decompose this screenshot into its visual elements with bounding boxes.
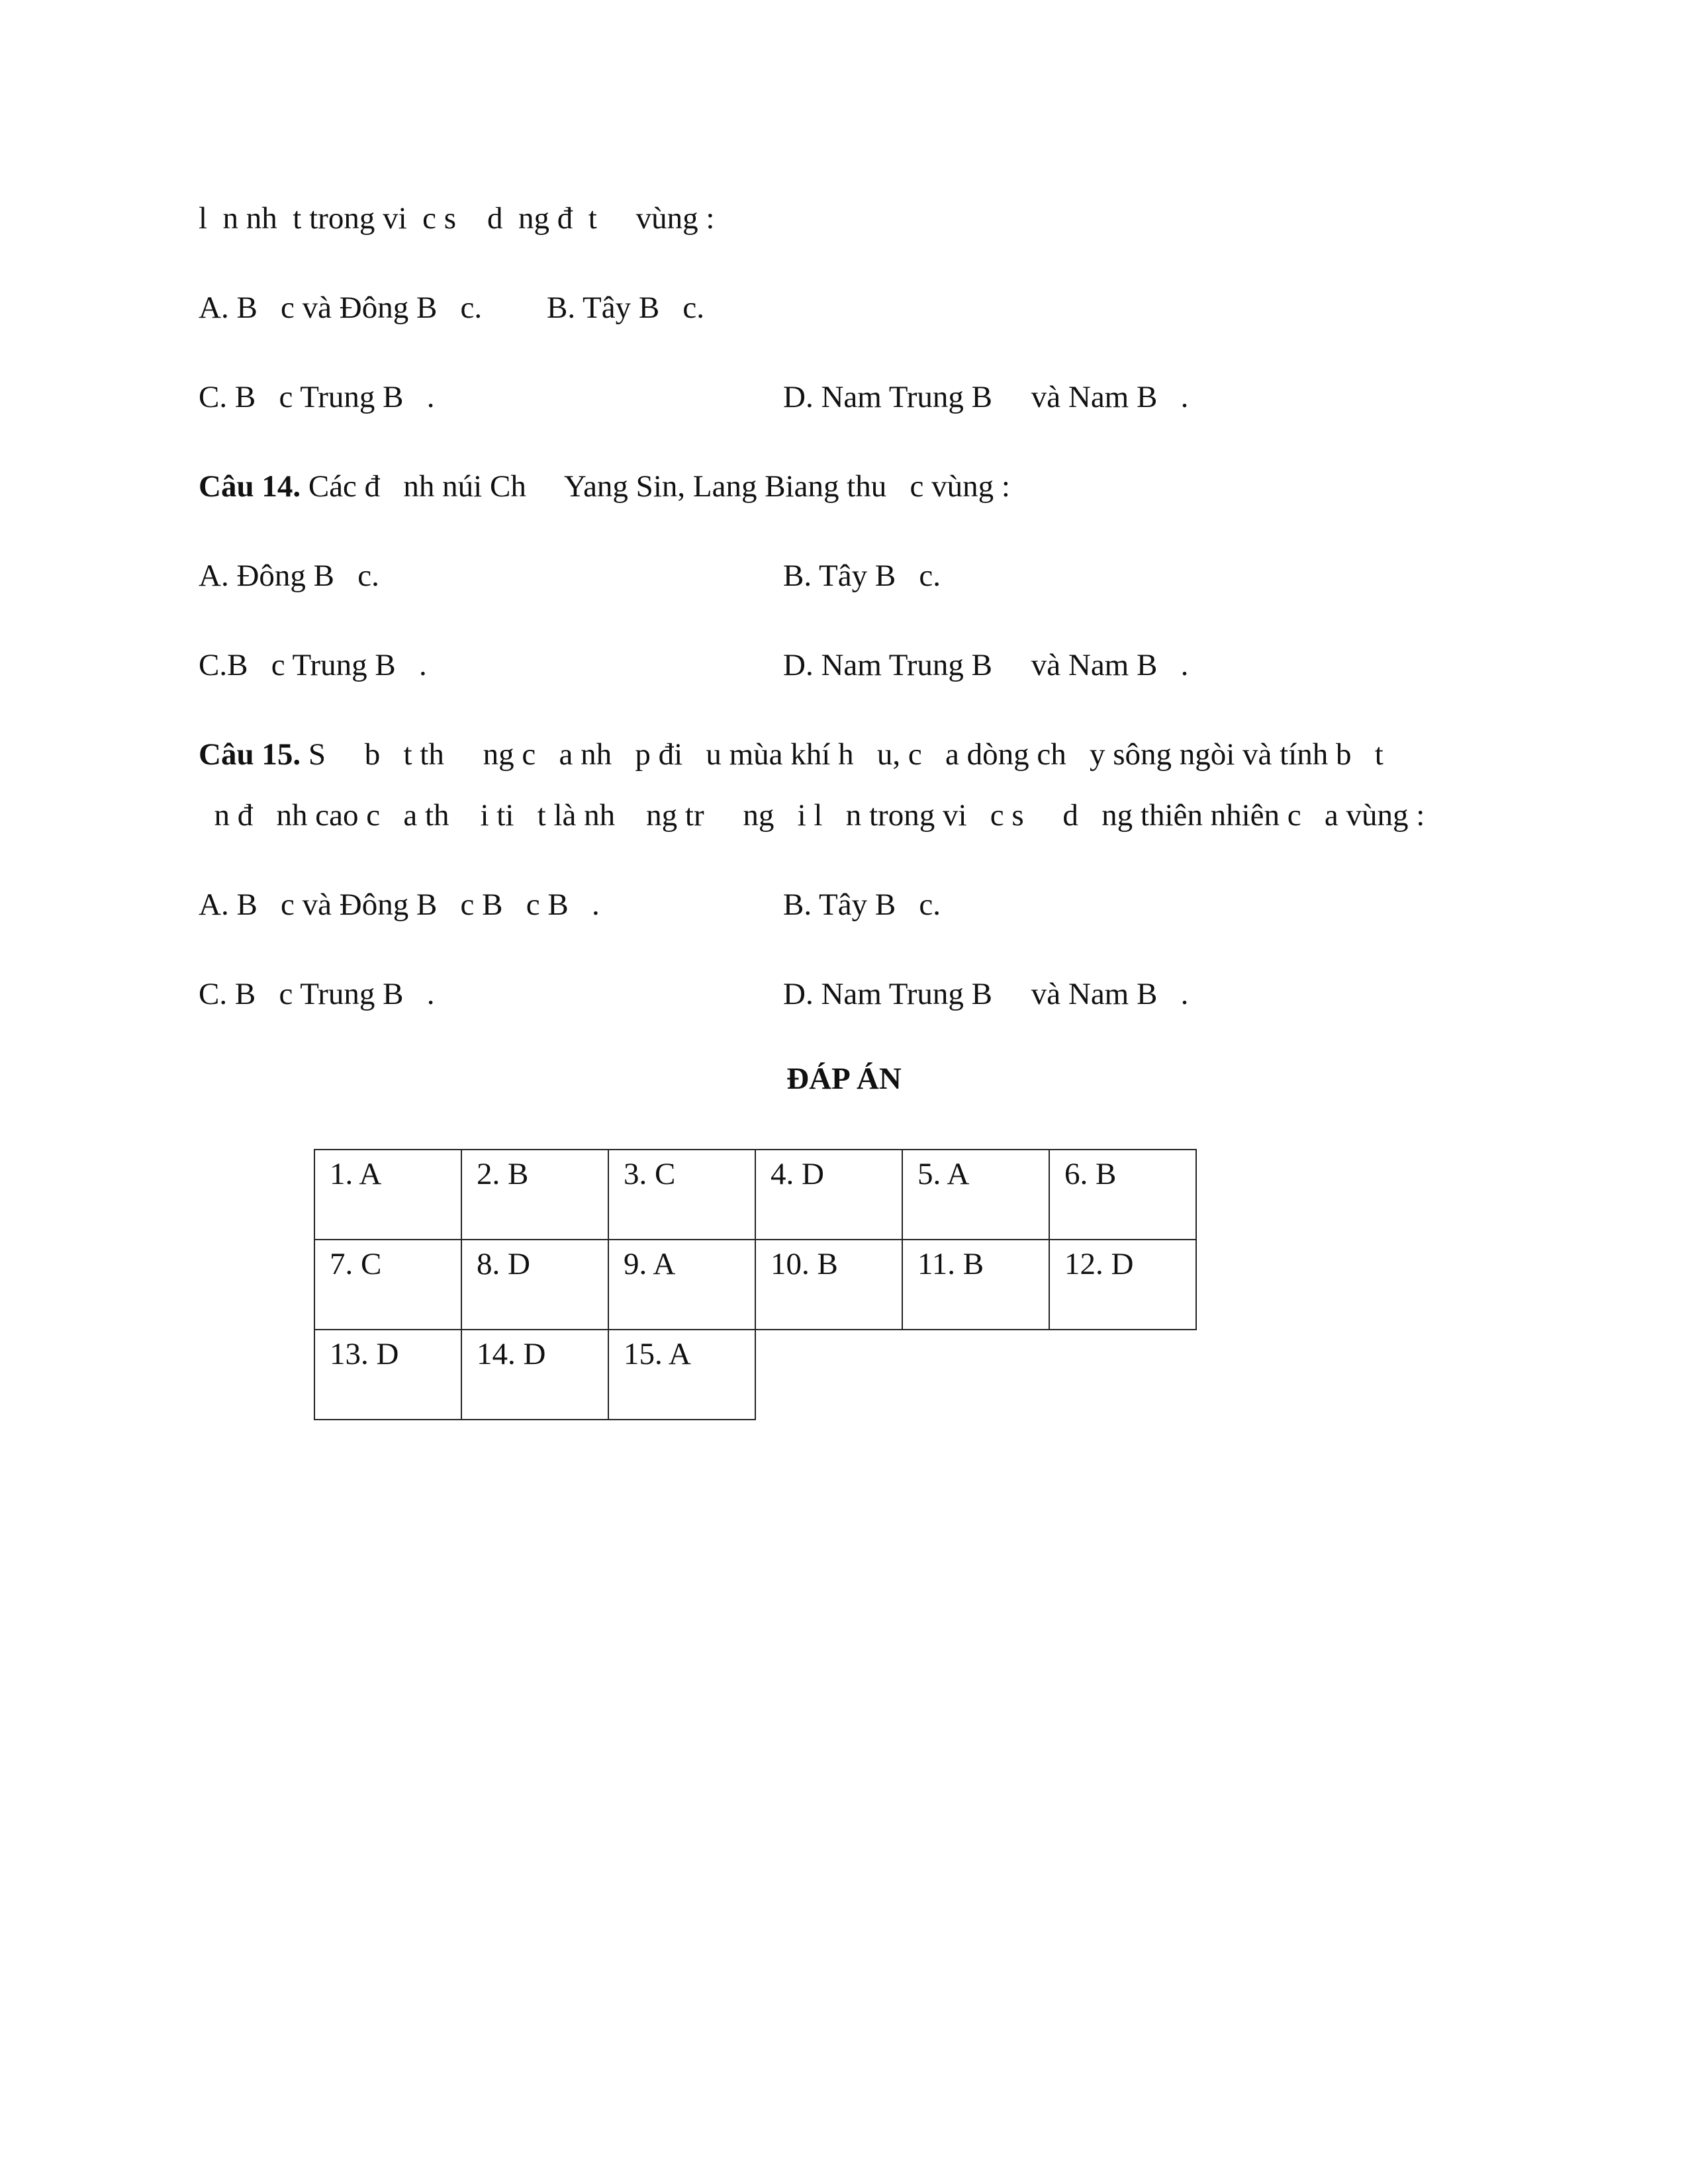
q13-option-b: B. Tây B c. [547,291,705,325]
table-row [314,1330,1196,1420]
q13-option-c: C. B c Trung B . [199,380,435,414]
answer-cell: 2. B [461,1150,608,1240]
q15-text-line2: n đ nh cao c a th i ti t là nh ng tr ng i l n trong vi c s d ng thiên nhiên c a vùng : [199,798,1425,833]
answer-cell: 7. C [314,1240,461,1330]
q14-label: Câu 14. [199,469,301,504]
answer-cell: 1. A [314,1150,461,1240]
answer-cell: 12. D [1049,1240,1196,1330]
q15-option-d: D. Nam Trung B và Nam B . [783,977,1189,1011]
answer-cell: 11. B [902,1240,1049,1330]
answer-cell: 4. D [755,1150,902,1240]
q15-option-b: B. Tây B c. [783,887,941,922]
answer-cell: 8. D [461,1240,608,1330]
q13-option-d: D. Nam Trung B và Nam B . [783,380,1189,414]
table-row [314,1240,1196,1330]
answer-cell: 15. A [608,1330,755,1420]
answer-key-title: ĐÁP ÁN [786,1062,902,1096]
empty-cell [755,1330,902,1420]
answer-cell: 10. B [755,1240,902,1330]
answer-key-table [314,1149,1197,1420]
empty-cell [902,1330,1049,1420]
empty-cell [1049,1330,1196,1420]
answer-cell: 14. D [461,1330,608,1420]
q15-label: Câu 15. [199,737,301,772]
q14-option-d: D. Nam Trung B và Nam B . [783,648,1189,682]
answer-cell: 13. D [314,1330,461,1420]
q14-option-b: B. Tây B c. [783,559,941,593]
q14-stem [199,467,1010,506]
answer-cell: 3. C [608,1150,755,1240]
q14-option-a: A. Đông B c. [199,559,379,593]
table-row [314,1150,1196,1240]
answer-cell: 5. A [902,1150,1049,1240]
q15-option-a: A. B c và Đông B c B c B . [199,887,600,922]
q14-option-c: C.B c Trung B . [199,648,427,682]
q15-option-c: C. B c Trung B . [199,977,435,1011]
q13-option-a: A. B c và Đông B c. [199,291,483,325]
answer-cell: 9. A [608,1240,755,1330]
q15-stem [199,735,1383,774]
answer-cell: 6. B [1049,1150,1196,1240]
q14-text: Các đ nh núi Ch Yang Sin, Lang Biang thu c vùng : [301,469,1010,504]
q15-text-line1: S b t th ng c a nh p đi u mùa khí h u, c a dòng ch y sông ngòi và tính b t [301,737,1383,772]
q13-stem-tail: l n nh t trong vi c s d ng đ t vùng : [199,201,715,236]
